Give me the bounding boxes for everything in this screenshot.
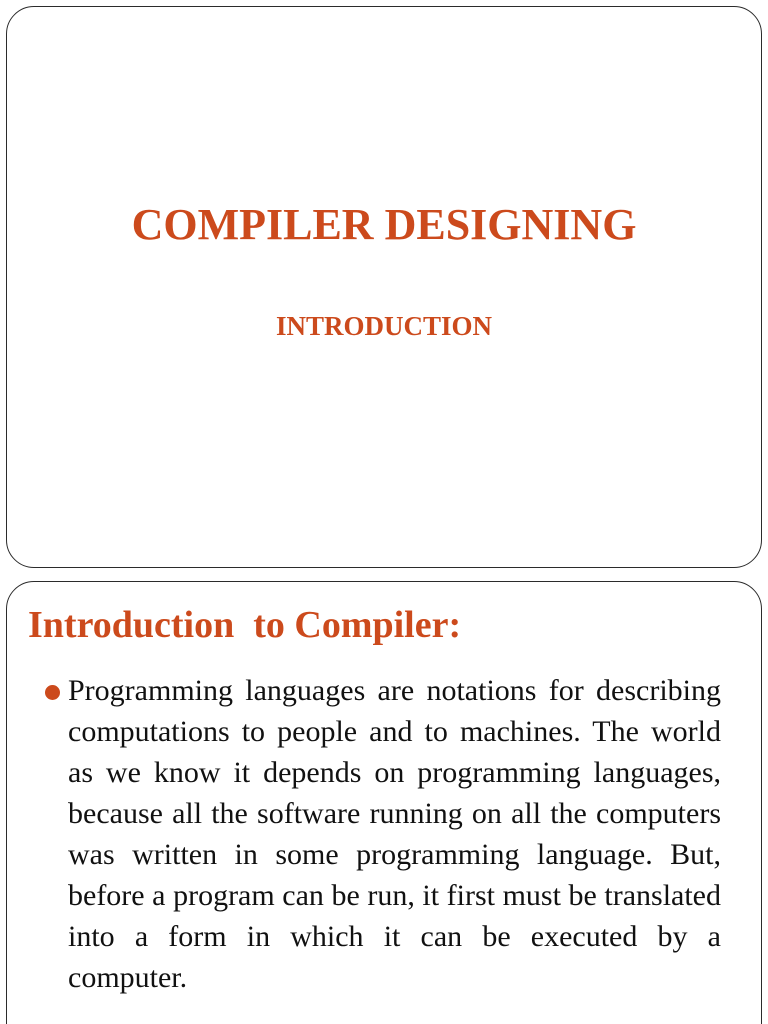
slide-subtitle: INTRODUCTION xyxy=(275,311,493,341)
bullet-text: Programming languages are notations for describing computations to people and to machines. The world as we know it depends on programming languages, because all the software running on all the computers was written in some programming language. But, before a program can be run, it first must be translated into a form in which it can be executed by a computer. xyxy=(68,674,721,994)
slide-heading: Introduction to Compiler: xyxy=(28,604,462,646)
title-slide xyxy=(6,6,762,568)
slide-title: COMPILER DESIGNING xyxy=(131,200,637,249)
content-slide xyxy=(6,581,762,1024)
bullet-dot-icon xyxy=(45,685,60,700)
bullet-item xyxy=(45,670,721,998)
